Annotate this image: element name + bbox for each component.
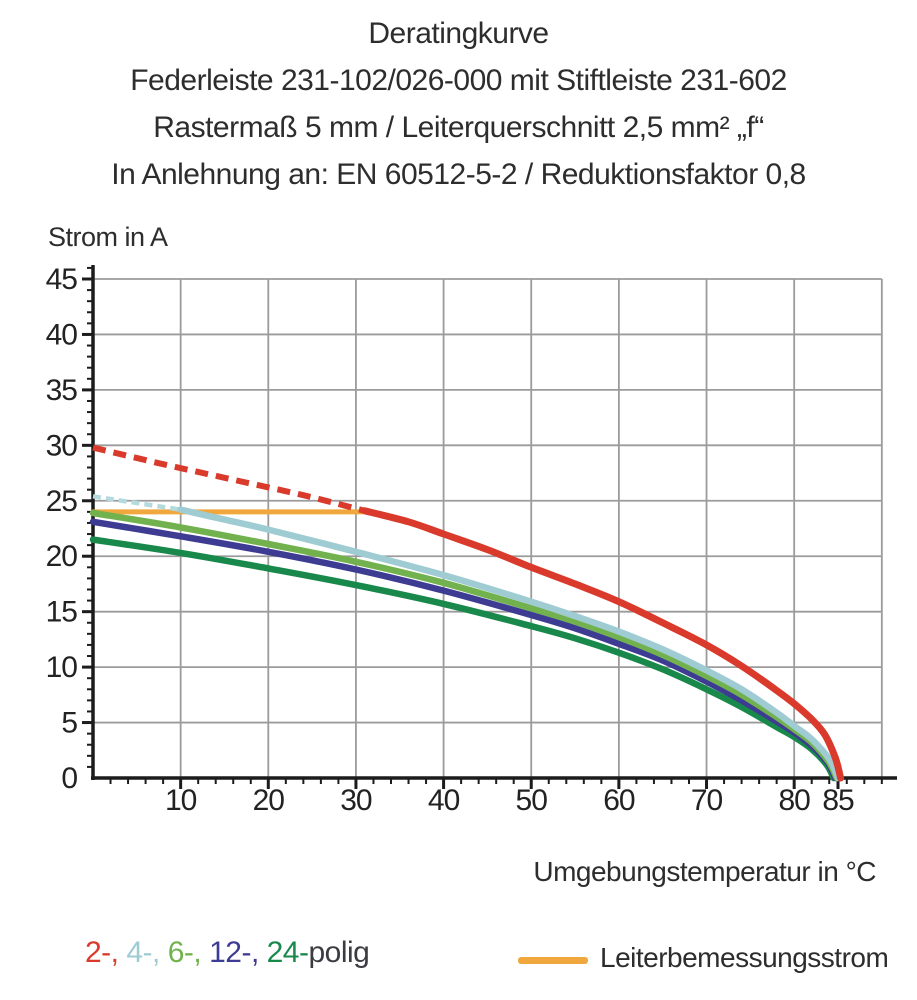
y-tick-label: 45 bbox=[45, 263, 77, 296]
x-tick-label: 40 bbox=[427, 784, 460, 817]
title-line-3: Rastermaß 5 mm / Leiterquerschnitt 2,5 mm² „f“ bbox=[153, 111, 764, 144]
y-axis-title: Strom in A bbox=[48, 222, 168, 252]
x-tick-label: 60 bbox=[603, 784, 635, 817]
legend-item-2-polig: 2-, bbox=[85, 936, 127, 969]
y-tick-label: 25 bbox=[45, 484, 77, 518]
curve-6-polig bbox=[93, 513, 837, 778]
title-line-4: In Anlehnung an: EN 60512-5-2 / Reduktionsfaktor 0,8 bbox=[111, 158, 806, 191]
curve-dashed-4-polig bbox=[93, 496, 181, 509]
legend-item-12-polig: 12-, bbox=[209, 936, 267, 969]
y-tick-label: 15 bbox=[45, 595, 77, 629]
title-line-1: Deratingkurve bbox=[368, 17, 549, 50]
reference-line-label: Leiterbemessungsstrom bbox=[600, 942, 889, 973]
x-tick-label: 70 bbox=[690, 784, 723, 817]
legend-item-6-polig: 6-, bbox=[167, 936, 210, 969]
y-tick-label: 20 bbox=[45, 540, 77, 574]
x-tick-label: 20 bbox=[252, 784, 284, 817]
x-tick-label: 85 bbox=[822, 784, 854, 817]
y-tick-label: 35 bbox=[45, 373, 77, 407]
y-tick-label: 30 bbox=[45, 429, 77, 463]
title-line-2: Federleiste 231-102/026-000 mit Stiftleiste 231-602 bbox=[130, 64, 787, 97]
x-tick-label: 30 bbox=[340, 784, 372, 817]
y-tick-label: 5 bbox=[61, 706, 77, 740]
curve-4-polig bbox=[181, 510, 838, 778]
y-tick-label: 0 bbox=[61, 762, 77, 795]
legend-suffix-polig: polig bbox=[308, 936, 370, 969]
reference-line-swatch bbox=[518, 957, 588, 964]
legend-item-4-polig: 4-, bbox=[126, 936, 168, 969]
x-tick-label: 80 bbox=[778, 784, 810, 817]
y-tick-label: 10 bbox=[45, 651, 77, 685]
x-tick-label: 10 bbox=[164, 784, 197, 817]
curve-24-polig bbox=[93, 540, 834, 778]
x-axis-title: Umgebungstemperatur in °C bbox=[533, 856, 876, 887]
legend-item-24-polig: 24- bbox=[266, 936, 309, 969]
x-tick-label: 50 bbox=[515, 784, 547, 817]
y-tick-label: 40 bbox=[45, 318, 77, 352]
poles-legend bbox=[85, 936, 369, 970]
